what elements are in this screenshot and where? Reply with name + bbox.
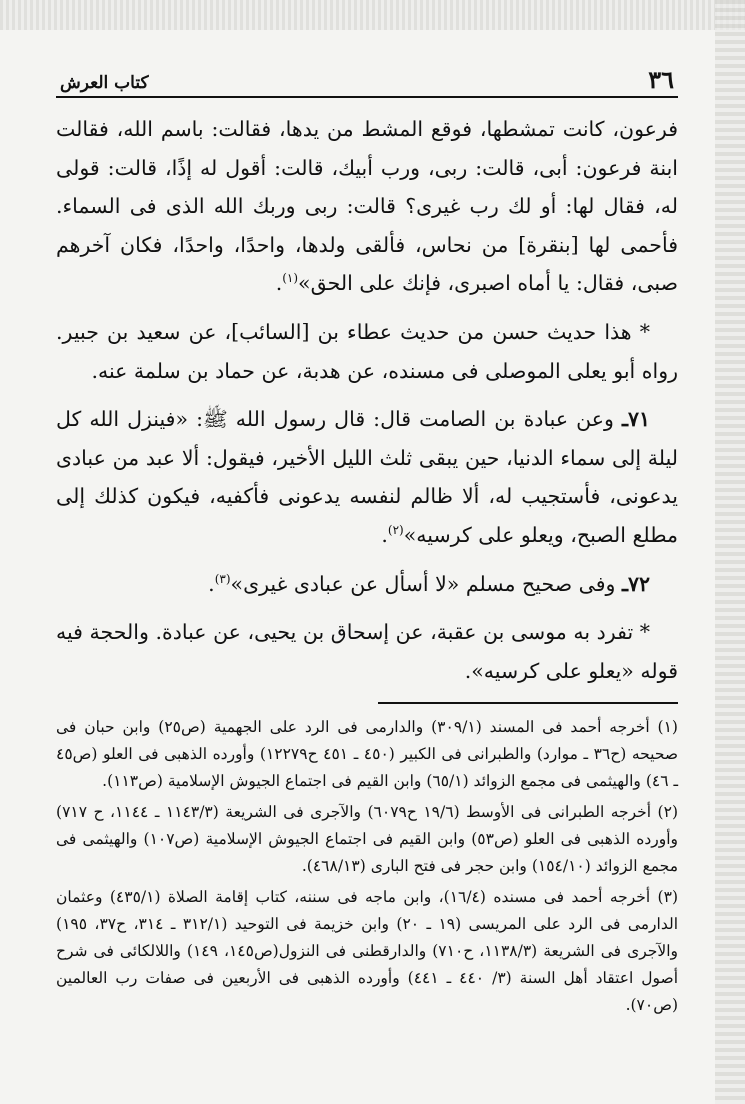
footnote-ref-3: (٣) (214, 571, 231, 586)
running-head (56, 58, 678, 98)
footnote-1: (١) أخرجه أحمد فى المسند (٣٠٩/١) والدارمى فى الرد على الجهمية (ص٢٥) وابن حبان فى صحيحه (ح٣٦ ـ موارد) والطبرانى فى الكبير (٤٥٠ ـ ٤٥١ ح١٢٢٧٩) وأورده الذهبى فى العلو (ص٤٥ ـ ٤٦) والهيثمى فى مجمع الزوائد (٦٥/١) وابن القيم فى اجتماع الجيوش الإسلامية (ص١١٣). (56, 718, 678, 791)
footnotes (56, 714, 678, 1019)
scan-border-top (0, 0, 745, 30)
paragraph-text: فرعون، كانت تمشطها، فوقع المشط من يدها، فقالت: باسم الله، فقالت ابنة فرعون: أبى، قالت: ربى، ورب أبيك، قالت: أقول له إذًا، قالت: قولى له، فقال لها: أو لك رب غيرى؟ قالت: ربى وربك الله الذى فى السماء. فأحمى لها [بنقرة] من نحاس، فألقى ولدها، واحدًا، واحدًا، فكان آخرهم صبى، فقال: يا أماه اصبرى، فإنك على الحق» (56, 117, 678, 296)
page-number: ٣٦ (648, 65, 674, 94)
footnote-ref-2: (٢) (387, 523, 404, 538)
paragraph-end: . (381, 522, 388, 547)
paragraph-end: . (208, 571, 215, 596)
paragraph-hadith-72 (56, 565, 678, 604)
paragraph-text: وعن عبادة بن الصامت قال: قال رسول الله ﷺ: «فينزل الله كل ليلة إلى سماء الدنيا، حين يبقى ثلث الليل الأخير، فيقول: ألا عبد من عبادى يدعونى، فأستجيب له، ألا ظالم لنفسه يدعونى فأكفيه، فيكون كذلك إلى مطلع الصبح، ويعلو على كرسيه» (56, 407, 678, 547)
hadith-number-72: ٧٢ـ (621, 571, 650, 596)
paragraph-continuation (56, 110, 678, 303)
paragraph-end: . (275, 271, 283, 296)
scan-border-right (715, 0, 745, 1104)
footnote-3: (٣) أخرجه أحمد فى مسنده (١٦/٤)، وابن ماجه فى سننه، كتاب إقامة الصلاة (٤٣٥/١) وعثمان الدارمى فى الرد على المريسى (١٩ ـ ٢٠) وابن خزيمة فى التوحيد (٣١٢/١ ـ ٣١٤، ح٣٧، ١٩٥) والآجرى فى الشريعة (١١٣٨/٣، ح٧١٠) والدارقطنى فى النزول(ص١٤٥، ١٤٩) واللالكائى فى شرح أصول اعتقاد أهل السنة (٣/ ٤٤٠ ـ ٤٤١) وأورده الذهبى فى الأربعين فى صفات رب العالمين (ص٧٠). (56, 888, 679, 1015)
book-title: كتاب العرش (60, 73, 149, 93)
book-page (56, 58, 678, 1088)
footnote-ref-1: (١) (282, 271, 299, 286)
paragraph-text: وفى صحيح مسلم «لا أسأل عن عبادى غيرى» (230, 571, 616, 596)
paragraph-commentary-2: * تفرد به موسى بن عقبة، عن إسحاق بن يحيى، عن عبادة. والحجة فيه قوله «يعلو على كرسيه». (56, 620, 678, 683)
body-text (56, 110, 678, 690)
footnote-divider (378, 702, 678, 704)
footnote-2: (٢) أخرجه الطبرانى فى الأوسط (١٩/٦ ح٦٠٧٩) والآجرى فى الشريعة (١١٤٣/٣ ـ ١١٤٤، ح ٧١٧) وأورده الذهبى فى العلو (ص٥٣) وابن القيم فى اجتماع الجيوش الإسلامية (ص١٠٧) والهيثمى فى مجمع الزوائد (١٥٤/١٠) وابن حجر فى فتح البارى (٤٦٨/١٣). (56, 803, 678, 876)
hadith-number-71: ٧١ـ (621, 407, 650, 432)
paragraph-commentary-1: * هذا حديث حسن من حديث عطاء بن [السائب]، عن سعيد بن جبير. رواه أبو يعلى الموصلى فى مسنده، عن هدبة، عن حماد بن سلمة عنه. (56, 319, 678, 383)
paragraph-hadith-71 (56, 400, 678, 554)
